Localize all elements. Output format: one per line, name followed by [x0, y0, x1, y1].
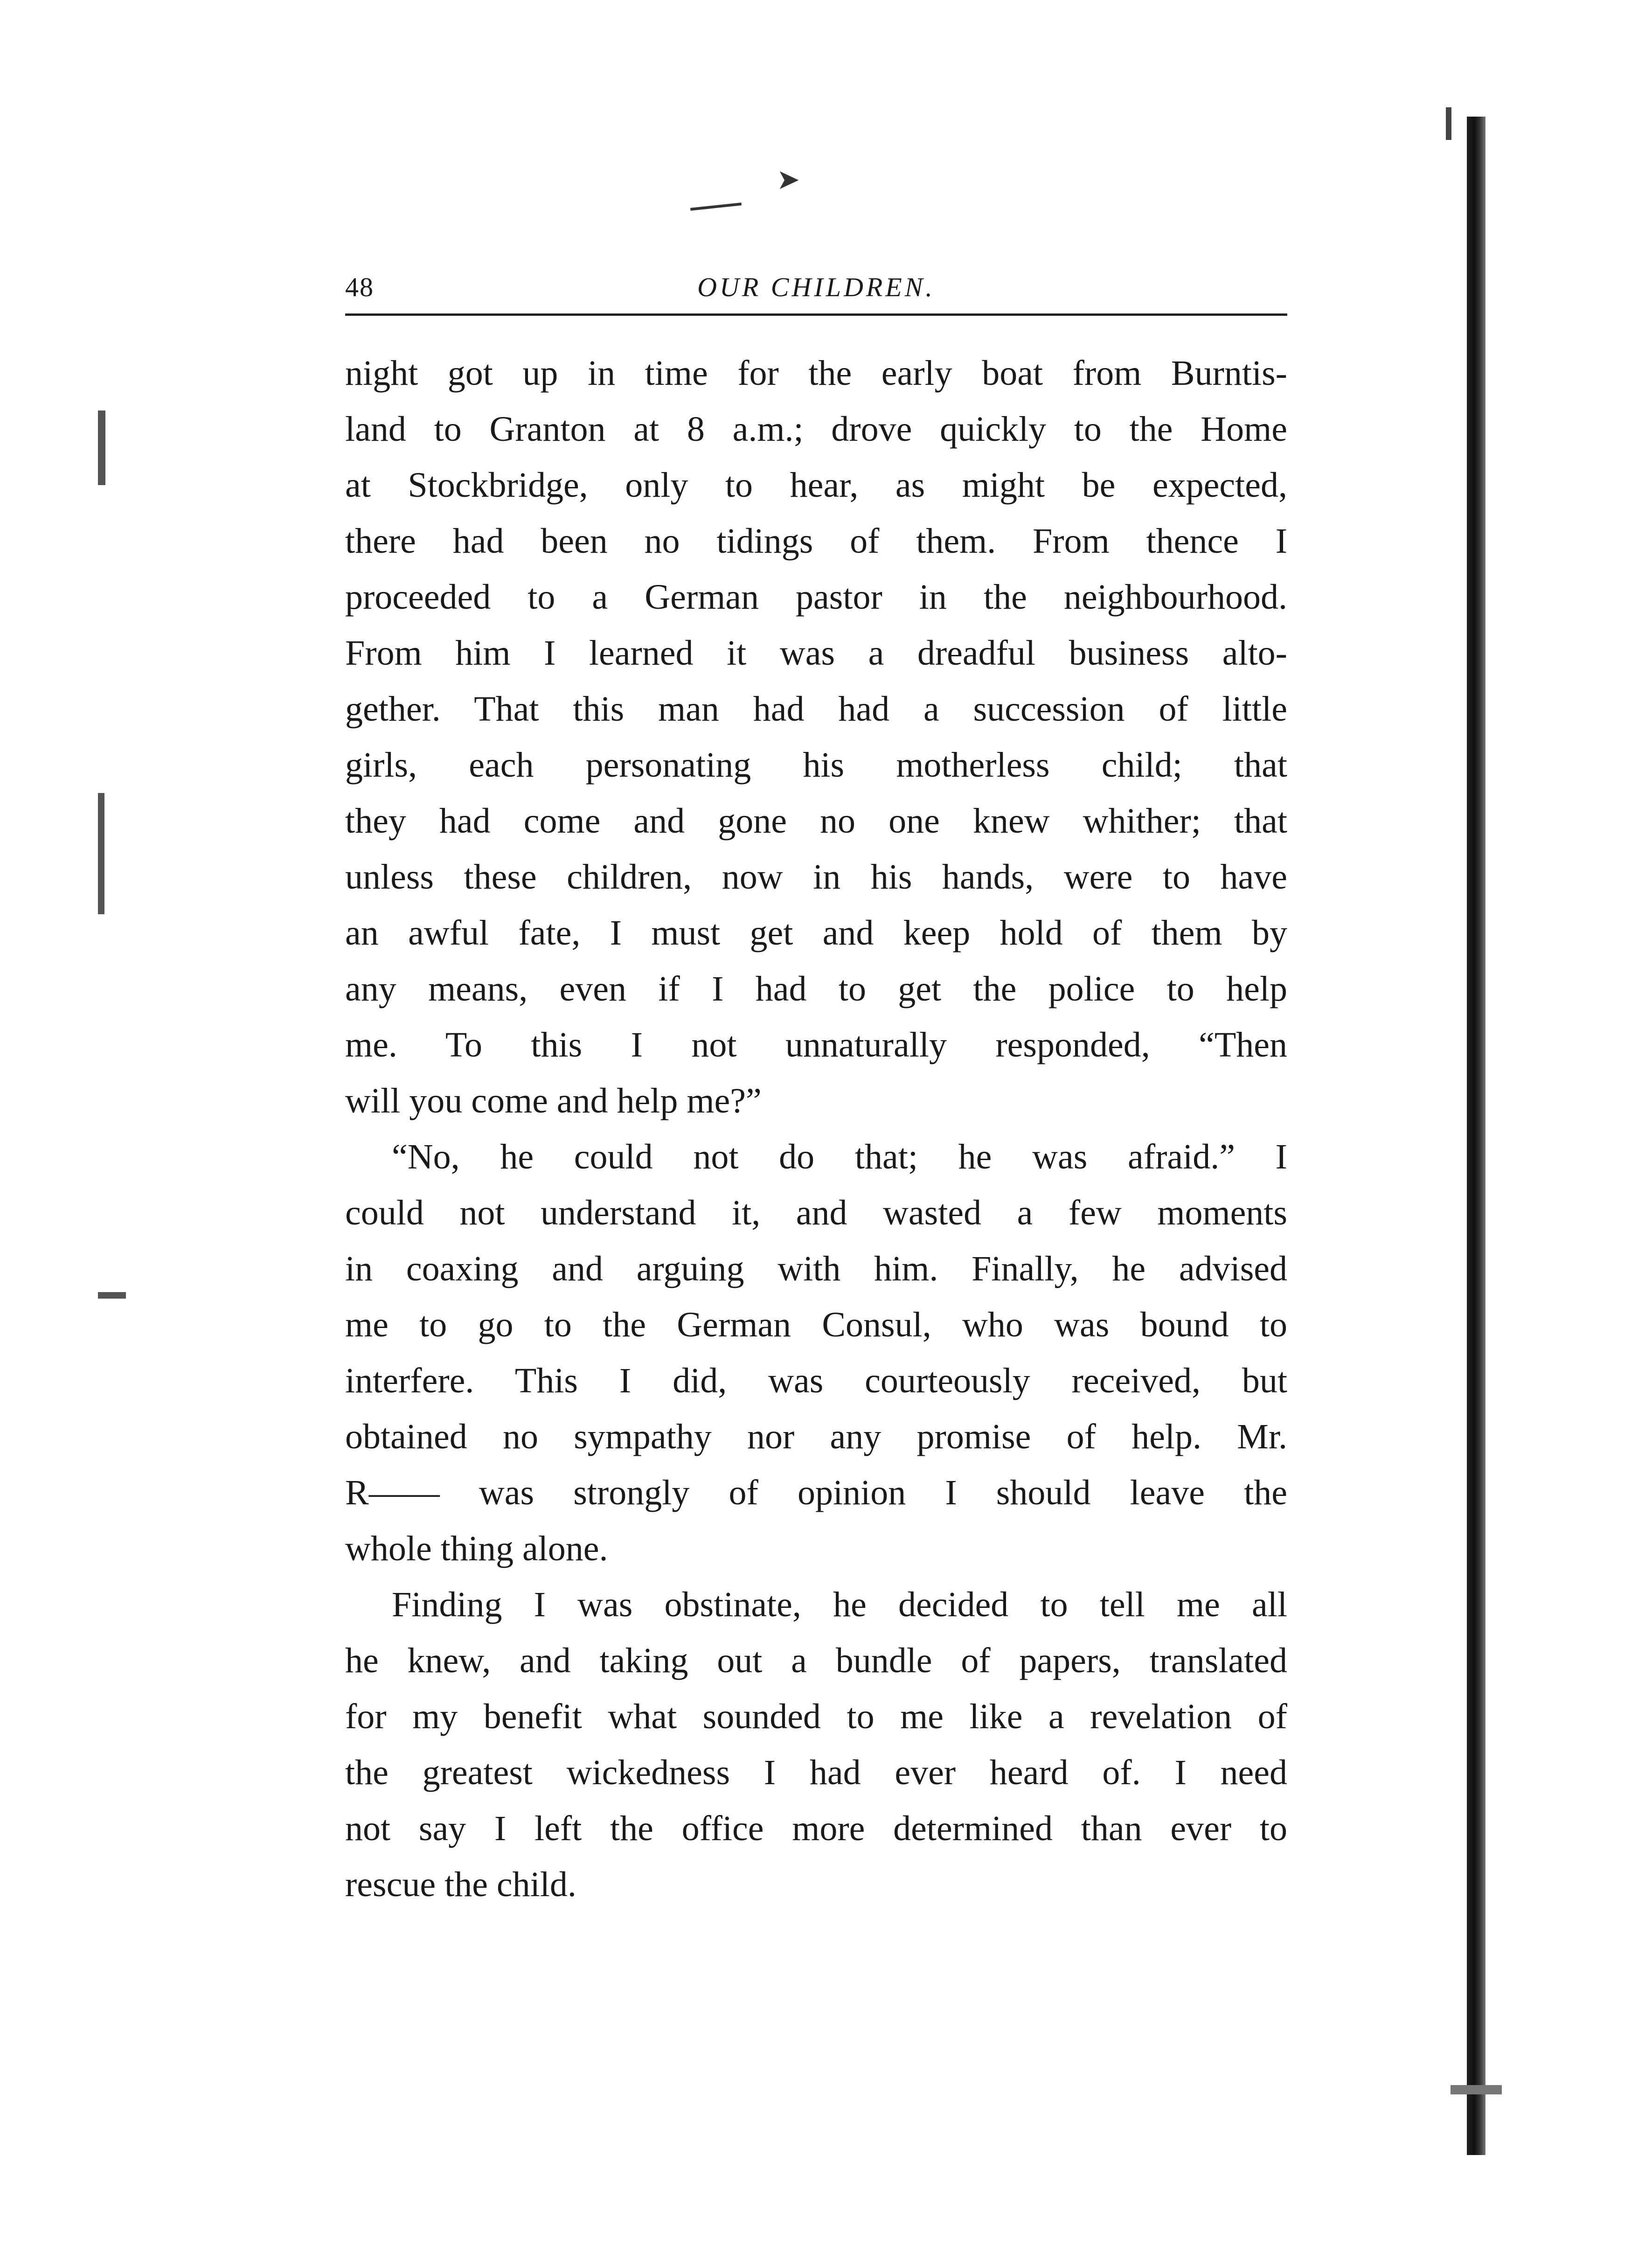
text-line: me. To this I not unnaturally responded, “Then — [345, 1025, 1287, 1064]
text-line: whole thing alone. — [345, 1529, 608, 1568]
running-title: OUR CHILDREN. — [697, 272, 935, 302]
text-line: they had come and gone no one knew whither; that — [345, 801, 1287, 841]
page-body — [345, 345, 1287, 1912]
text-line: girls, each personating his motherless child; that — [345, 745, 1287, 785]
text-line: obtained no sympathy nor any promise of help. Mr. — [345, 1417, 1287, 1456]
text-line: the greatest wickedness I had ever heard of. I need — [345, 1753, 1287, 1792]
scan-margin-mark — [98, 410, 105, 485]
printers-ornament-icon: ➤ — [777, 164, 800, 195]
text-line: proceeded to a German pastor in the neighbourhood. — [345, 577, 1287, 617]
page-number: 48 — [345, 272, 374, 302]
text-line: not say I left the office more determined than ever to — [345, 1809, 1287, 1848]
text-line: land to Granton at 8 a.m.; drove quickly to the Home — [345, 410, 1287, 449]
text-line: interfere. This I did, was courteously received, but — [345, 1361, 1287, 1400]
text-line: any means, even if I had to get the police to help — [345, 969, 1287, 1008]
paragraph-1 — [345, 345, 1287, 1129]
text-line: Finding I was obstinate, he decided to tell me all — [392, 1585, 1287, 1624]
text-line: an awful fate, I must get and keep hold of them by — [345, 913, 1287, 953]
text-line: me to go to the German Consul, who was bound to — [345, 1305, 1287, 1344]
scan-speck — [1446, 107, 1451, 140]
text-line: “No, he could not do that; he was afraid.” I — [392, 1137, 1287, 1176]
paragraph-2 — [345, 1129, 1287, 1577]
text-line: he knew, and taking out a bundle of papers, translated — [345, 1641, 1287, 1680]
scan-speck — [1451, 2085, 1502, 2094]
printers-ornament-stroke — [690, 202, 742, 210]
header-rule — [345, 313, 1287, 316]
text-line: could not understand it, and wasted a few moments — [345, 1193, 1287, 1232]
text-line: in coaxing and arguing with him. Finally, he advised — [345, 1249, 1287, 1288]
text-line: for my benefit what sounded to me like a revelation of — [345, 1697, 1287, 1736]
text-line: there had been no tidings of them. From thence I — [345, 522, 1287, 561]
running-head — [345, 261, 1287, 313]
text-line: at Stockbridge, only to hear, as might be expected, — [345, 466, 1287, 505]
text-line: rescue the child. — [345, 1865, 576, 1904]
scan-margin-mark — [98, 1292, 126, 1299]
scan-margin-mark — [98, 793, 104, 914]
text-line: gether. That this man had had a succession of little — [345, 689, 1287, 729]
scan-edge-shadow — [1467, 117, 1485, 2155]
text-line: night got up in time for the early boat from Burntis- — [345, 354, 1287, 393]
paragraph-3 — [345, 1577, 1287, 1912]
text-line: unless these children, now in his hands, were to have — [345, 857, 1287, 897]
text-line: R—— was strongly of opinion I should leave the — [345, 1473, 1287, 1512]
text-line: From him I learned it was a dreadful business alto- — [345, 633, 1287, 673]
text-line: will you come and help me?” — [345, 1081, 762, 1120]
